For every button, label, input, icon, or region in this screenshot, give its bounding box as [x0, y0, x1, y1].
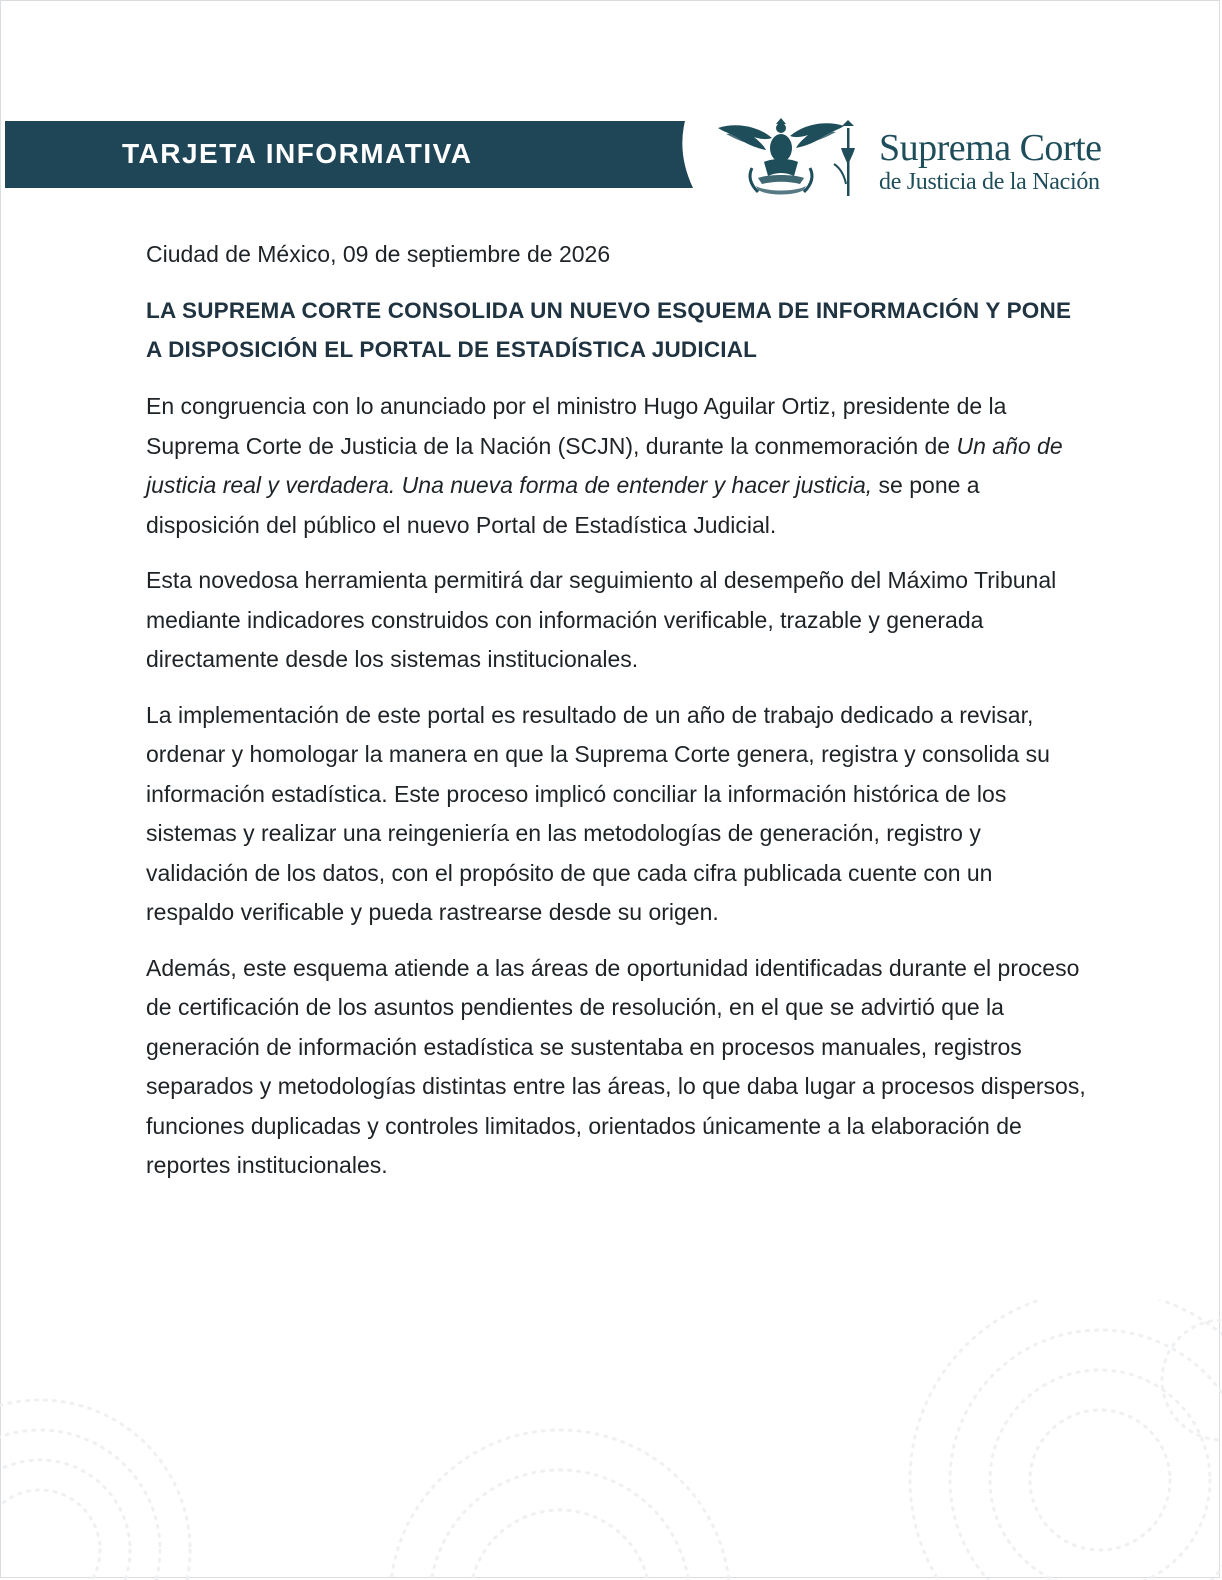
paragraph-4: Además, este esquema atiende a las áreas de oportunidad identificadas durante el proceso de certificación de los asuntos pendientes de resolución, en el que se advirtió que la generación de información estadística se sustentaba en procesos manuales, registros separados y metodologías distintas entre las áreas, lo que daba lugar a procesos dispersos, funciones duplicadas y controles limitados, orientados únicamente a la elaboración de reportes institucionales. — [146, 954, 1086, 1178]
document-body — [146, 239, 1086, 1202]
paragraph-2: Esta novedosa herramienta permitirá dar seguimiento al desempeño del Máximo Tribunal mediante indicadores construidos con información verificable, trazable y generada directamente desde los sistemas institucionales. — [146, 567, 1057, 672]
dateline: Ciudad de México, 09 de septiembre de 2026 — [146, 241, 611, 267]
paragraph-1-text-a: En congruencia con lo anunciado por el ministro Hugo Aguilar Ortiz, presidente de la Suprema Corte de Justicia de la Nación (SCJN), durante la conmemoración de — [146, 393, 1007, 459]
header-band — [5, 121, 693, 188]
headline: LA SUPREMA CORTE CONSOLIDA UN NUEVO ESQUEMA DE INFORMACIÓN Y PONE A DISPOSICIÓN EL PORTAL DE ESTADÍSTICA JUDICIAL — [146, 298, 1072, 362]
brand-wordmark — [879, 128, 1102, 196]
paragraph-3: La implementación de este portal es resultado de un año de trabajo dedicado a revisar, ordenar y homologar la manera en que la Suprema Corte genera, registra y consolida su información estadística. Este proceso implicó conciliar la información histórica de los sistemas y realizar una reingeniería en las metodologías de generación, registro y validación de los datos, con el propósito de que cada cifra publicada cuente con un respaldo verificable y pueda rastrearse desde su origen. — [146, 701, 1050, 925]
brand-name: Suprema Corte — [879, 127, 1102, 169]
paragraph-1-italic: Un año de justicia real y verdadera. Una nueva forma de entender y hacer justicia, — [146, 432, 1063, 498]
eagle-seal-icon — [716, 118, 866, 200]
paragraph-1-text-b: se pone a disposición del público el nuevo Portal de Estadística Judicial. — [146, 472, 980, 538]
dotted-watermark — [0, 1300, 1222, 1580]
header-title: TARJETA INFORMATIVA — [122, 138, 473, 169]
brand-subname: de Justicia de la Nación — [879, 169, 1100, 195]
paragraph-1 — [146, 387, 1086, 545]
